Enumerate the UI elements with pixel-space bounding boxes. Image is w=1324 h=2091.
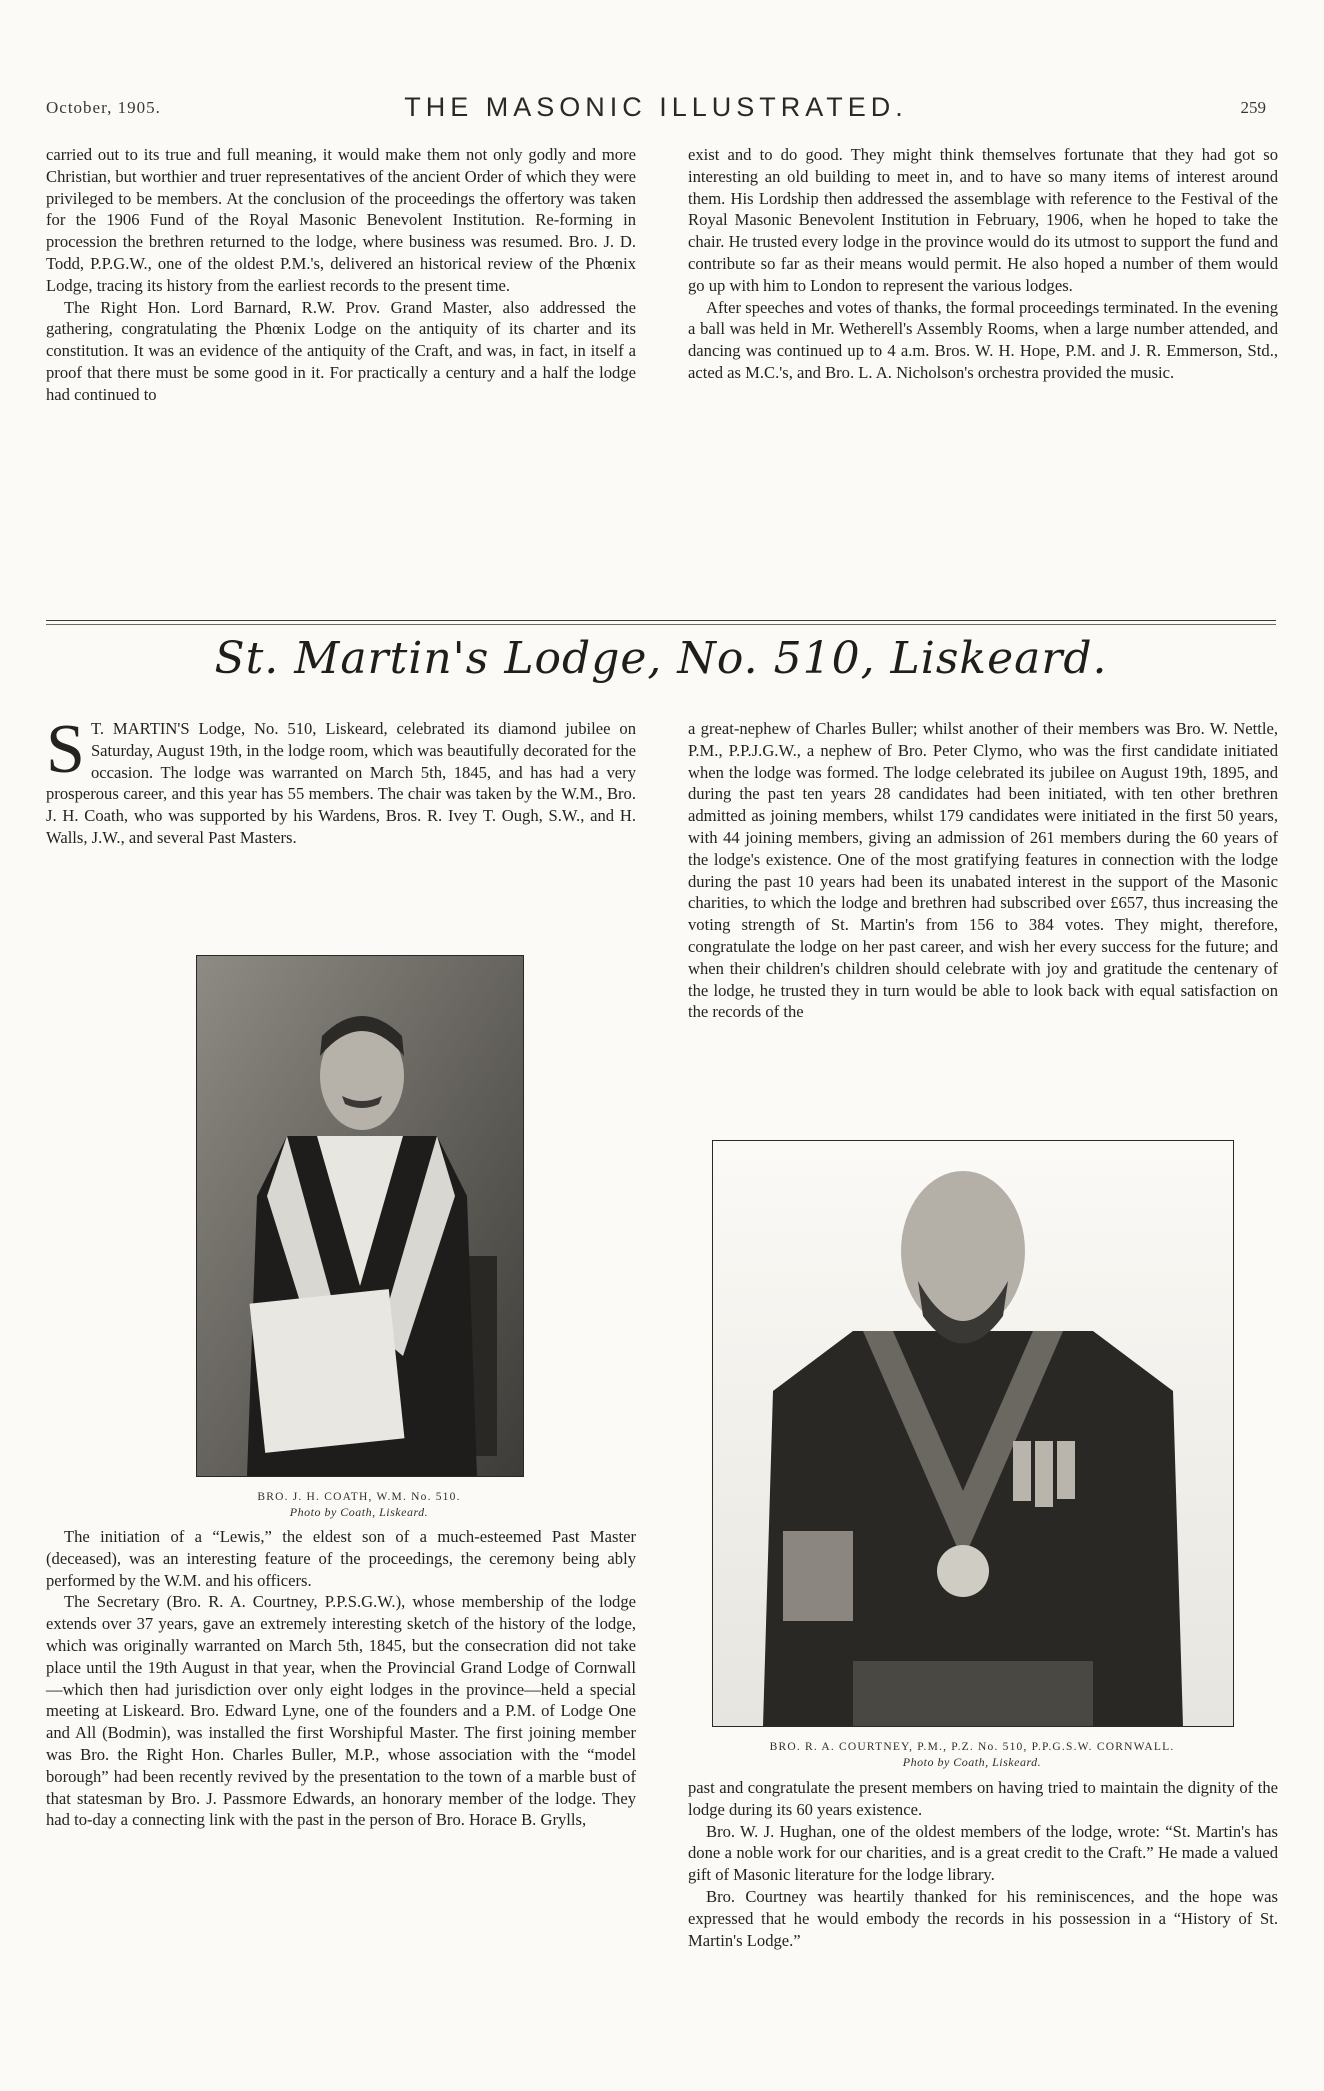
- issue-date: October, 1905.: [46, 98, 161, 117]
- caption-text: BRO. R. A. COURTNEY, P.M., P.Z. No. 510, P.P.G.S.W. CORNWALL.: [769, 1741, 1175, 1753]
- prev-article-left-column: [46, 144, 636, 406]
- article-title: St. Martin's Lodge, No. 510, Liskeard.: [214, 633, 1108, 684]
- article-right-column-bottom: [688, 1777, 1278, 1951]
- magazine-title: THE MASONIC ILLUSTRATED.: [404, 92, 908, 122]
- portrait-photo-courtney: [712, 1140, 1234, 1727]
- section-divider: [46, 620, 1276, 621]
- prev-article-paragraph: After speeches and votes of thanks, the formal proceedings terminated. In the evening a ball was held in Mr. Wetherell's Assembly Rooms, when a large number attended, and dancing was continued up to 4 a.m. Bros. W. H. Hope, P.M. and J. R. Emmerson, Std., acted as M.C.'s, and Bro. L. A. Nicholson's orchestra provided the music.: [688, 297, 1278, 382]
- page-number: 259: [1240, 98, 1266, 117]
- portrait-photo-coath: [196, 955, 524, 1477]
- article-paragraph: past and congratulate the present members on having tried to maintain the dignity of the lodge during its 60 years existence.: [688, 1778, 1278, 1819]
- portrait-illustration: [713, 1141, 1233, 1726]
- photo-credit: Photo by Coath, Liskeard.: [902, 1755, 1042, 1769]
- article-paragraph: Bro. W. J. Hughan, one of the oldest members of the lodge, wrote: “St. Martin's has done a noble work for our charities, and is a great credit to the Craft.” He made a valued gift of Masonic literature for the lodge library.: [688, 1821, 1278, 1885]
- prev-article-right-column: [688, 144, 1278, 384]
- caption-text: BRO. J. H. COATH, W.M. No. 510.: [257, 1491, 461, 1503]
- drop-cap: S: [46, 711, 85, 788]
- photo-caption-courtney: [712, 1740, 1232, 1770]
- running-header: [46, 92, 1266, 122]
- article-paragraph: The Secretary (Bro. R. A. Courtney, P.P.S.G.W.), whose membership of the lodge extends over 37 years, gave an extremely interesting sketch of the history of the lodge, which was originally warranted on March 5th, 1845, but the consecration did not take place until the 19th August in that year, when the Provincial Grand Lodge of Cornwall—which then had jurisdiction over only eight lodges in the province—held a special meeting at Liskeard. Bro. Edward Lyne, one of the founders and a P.M. of Lodge One and All (Bodmin), was installed the first Worshipful Master. The first joining member was Bro. the Right Hon. Charles Buller, M.P., whose association with the “model borough” had been recently revived by the presentation to the town of a marble bust of that statesman by Bro. J. Passmore Edwards, an honorary member of the lodge. They had to-day a connecting link with the past in the person of Bro. Horace B. Grylls,: [46, 1592, 636, 1830]
- portrait-illustration: [197, 956, 523, 1476]
- photo-caption-coath: [196, 1490, 522, 1520]
- article-left-column: [46, 1526, 636, 1831]
- article-paragraph: The initiation of a “Lewis,” the eldest son of a much-esteemed Past Master (deceased), was an interesting feature of the proceedings, the ceremony being ably performed by the W.M. and his officers.: [46, 1527, 636, 1590]
- intro-text: T. MARTIN'S Lodge, No. 510, Liskeard, celebrated its diamond jubilee on Saturday, August 19th, in the lodge room, which was beautifully decorated for the occasion. The lodge was warranted on March 5th, 1845, and has had a very prosperous career, and this year has 55 members. The chair was taken by the W.M., Bro. J. H. Coath, who was supported by his Wardens, Bros. R. Ivey T. Ough, S.W., and H. Walls, J.W., and several Past Masters.: [46, 719, 636, 847]
- article-paragraph: a great-nephew of Charles Buller; whilst another of their members was Bro. W. Nettle, P.M., P.P.J.G.W., a nephew of Bro. Peter Clymo, who was the first candidate initiated when the lodge was formed. The lodge celebrated its jubilee on August 19th, 1895, and during the past ten years 28 candidates had been initiated, with ten other brethren admitted as joining members, whilst 179 candidates were initiated in the first 50 years, with 44 joining members, giving an admission of 261 members during the 60 years of the lodge's existence. One of the most gratifying features in connection with the lodge during the past 10 years had been its unabated interest in the support of the Masonic charities, to which the lodge and brethren had subscribed over £657, thus increasing the voting strength of St. Martin's from 156 to 384 votes. They might, therefore, congratulate the lodge on her past career, and wish her every success for the future; and when their children's children should celebrate with joy and gratitude the centenary of the lodge, he trusted they in turn would be able to look back with equal satisfaction on the records of the: [688, 719, 1278, 1022]
- photo-credit: Photo by Coath, Liskeard.: [289, 1505, 429, 1519]
- prev-article-paragraph: carried out to its true and full meaning, it would make them not only godly and more Christian, but worthier and truer representatives of the ancient Order of which they were privileged to be members. At the conclusion of the proceedings the offertory was taken for the 1906 Fund of the Royal Masonic Benevolent Institution. Re-forming in procession the brethren returned to the lodge, where business was resumed. Bro. J. D. Todd, P.P.G.W., one of the oldest P.M.'s, delivered an historical review of the Phœnix Lodge, tracing its history from the earliest records to the present time.: [46, 145, 636, 295]
- article-intro: [46, 711, 636, 849]
- prev-article-paragraph: exist and to do good. They might think themselves fortunate that they had got so interesting an old building to meet in, and to have so many items of interest around them. His Lordship then addressed the assemblage with reference to the Festival of the Royal Masonic Benevolent Institution in February, 1906, when he hoped to take the chair. He trusted every lodge in the province would do its utmost to support the fund and contribute so far as their means would permit. He also hoped a number of them would go up with him to London to represent the various lodges.: [688, 145, 1278, 295]
- section-divider: [46, 624, 1276, 625]
- prev-article-paragraph: The Right Hon. Lord Barnard, R.W. Prov. Grand Master, also addressed the gathering, congratulating the Phœnix Lodge on the antiquity of its charter and its constitution. It was an evidence of the antiquity of the Craft, and was, in fact, in itself a proof that there must be some good in it. For practically a century and a half the lodge had continued to: [46, 297, 636, 404]
- article-paragraph: Bro. Courtney was heartily thanked for his reminiscences, and the hope was expressed that he would embody the records in his possession in a “History of St. Martin's Lodge.”: [688, 1886, 1278, 1950]
- article-right-column-top: [688, 718, 1278, 1023]
